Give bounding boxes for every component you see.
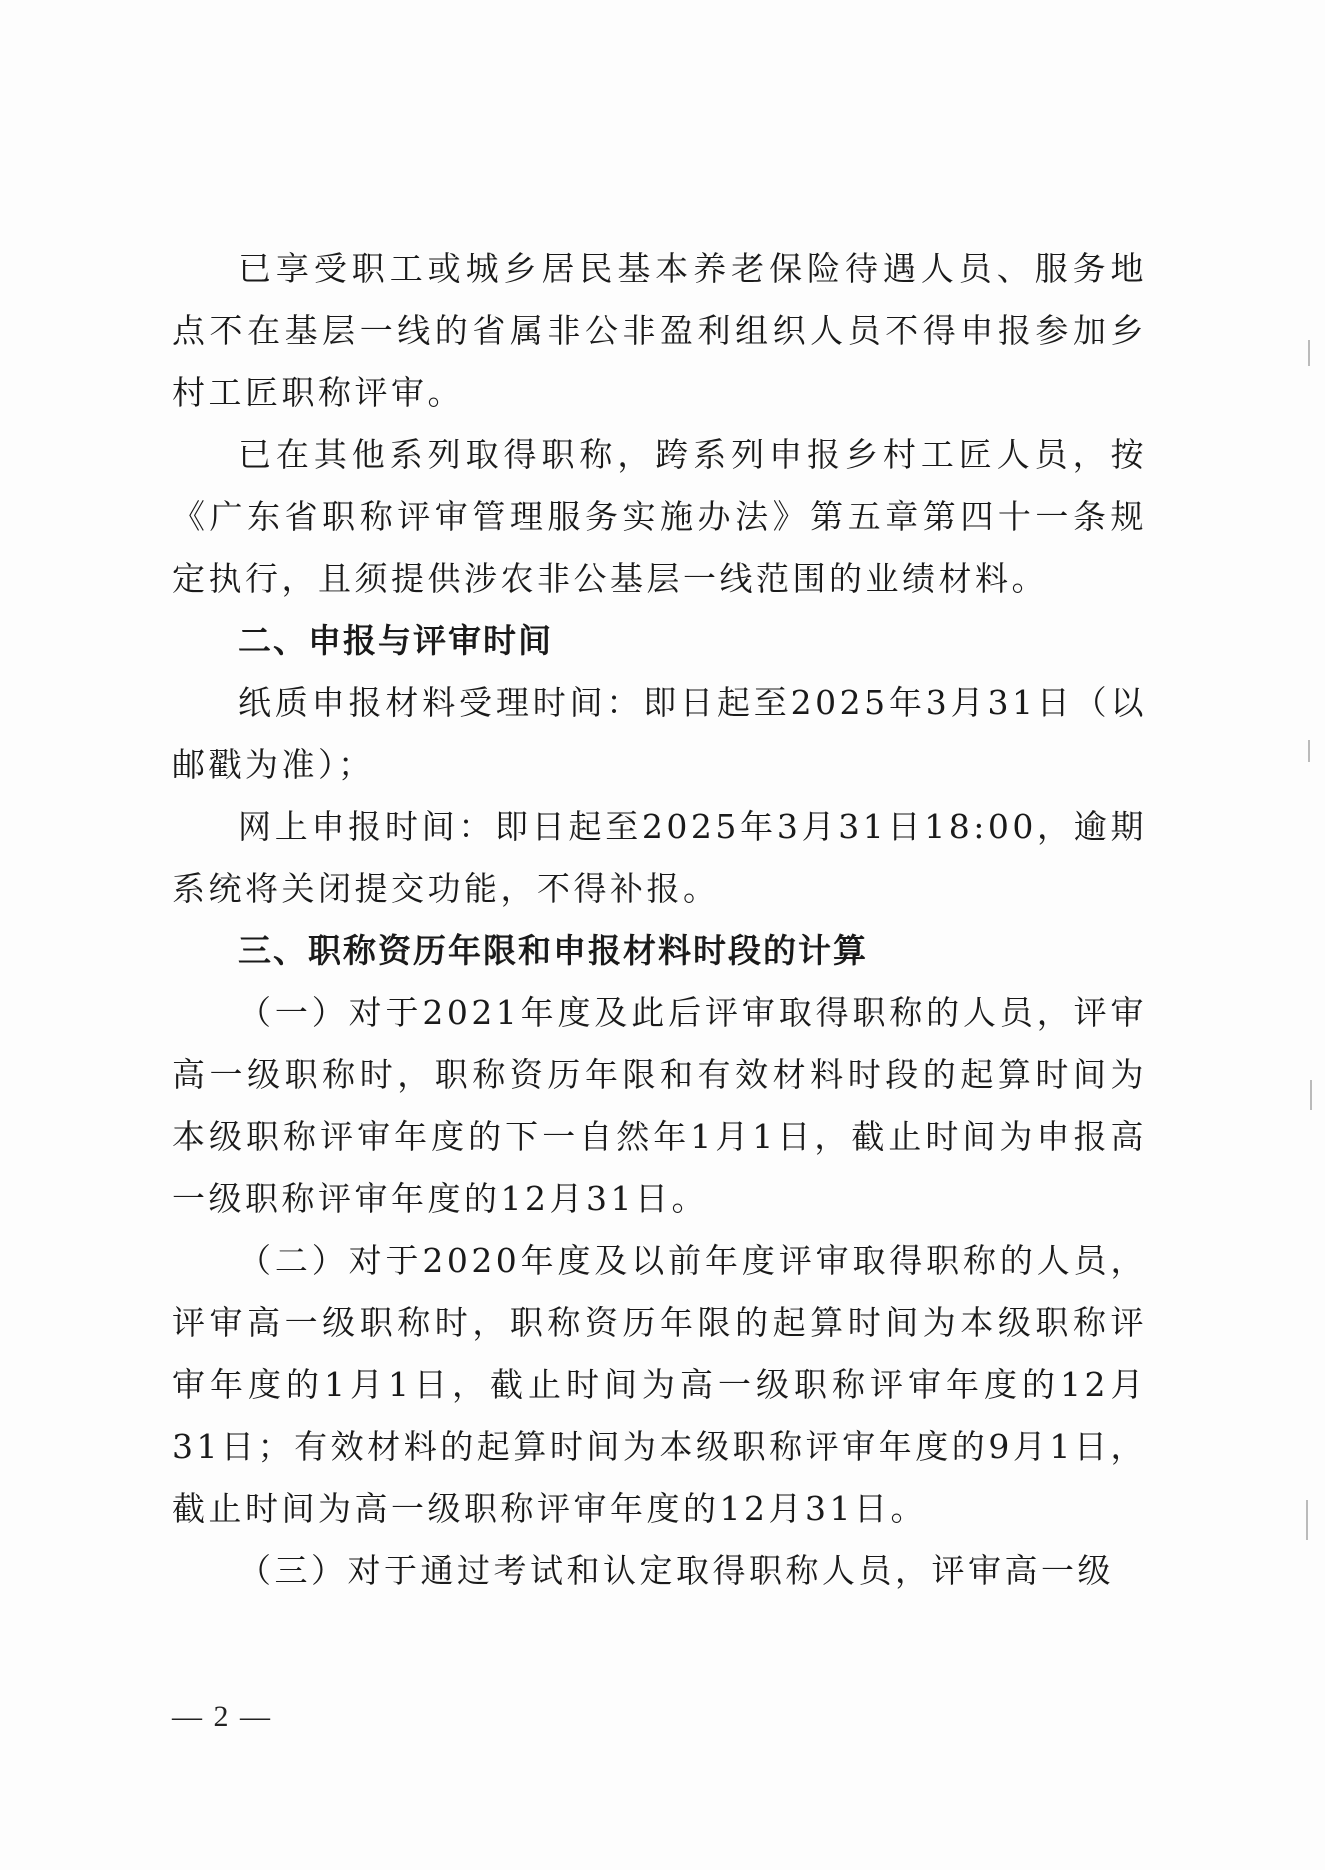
paragraph: （二）对于2020年度及以前年度评审取得职称的人员，评审高一级职称时，职称资历年限的起算时间为本级职称评审年度的1月1日，截止时间为高一级职称评审年度的12月31日；有效材料的起算时间为本级职称评审年度的9月1日，截止时间为高一级职称评审年度的12月31日。	[172, 1241, 1147, 1528]
scan-artifact	[1308, 340, 1310, 366]
section-heading: 三、职称资历年限和申报材料时段的计算	[238, 931, 868, 970]
paragraph: 纸质申报材料受理时间：即日起至2025年3月31日（以邮戳为准）；	[172, 683, 1147, 784]
section-heading: 二、申报与评审时间	[238, 621, 553, 660]
paragraph: （一）对于2021年度及此后评审取得职称的人员，评审高一级职称时，职称资历年限和有效材料时段的起算时间为本级职称评审年度的下一自然年1月1日，截止时间为申报高一级职称评审年度的12月31日。	[172, 993, 1147, 1218]
scan-artifact	[1310, 1080, 1312, 1110]
paragraph: 网上申报时间：即日起至2025年3月31日18:00，逾期系统将关闭提交功能，不得补报。	[172, 807, 1147, 908]
paragraph: 已在其他系列取得职称，跨系列申报乡村工匠人员，按《广东省职称评审管理服务实施办法》第五章第四十一条规定执行，且须提供涉农非公基层一线范围的业绩材料。	[172, 435, 1147, 598]
paragraph: 已享受职工或城乡居民基本养老保险待遇人员、服务地点不在基层一线的省属非公非盈利组织人员不得申报参加乡村工匠职称评审。	[172, 249, 1147, 412]
paragraph: （三）对于通过考试和认定取得职称人员，评审高一级	[238, 1551, 1114, 1590]
document-body	[172, 238, 1147, 1602]
scan-artifact	[1308, 740, 1310, 762]
page-number: — 2 —	[172, 1700, 272, 1733]
scan-artifact	[1306, 1500, 1308, 1540]
